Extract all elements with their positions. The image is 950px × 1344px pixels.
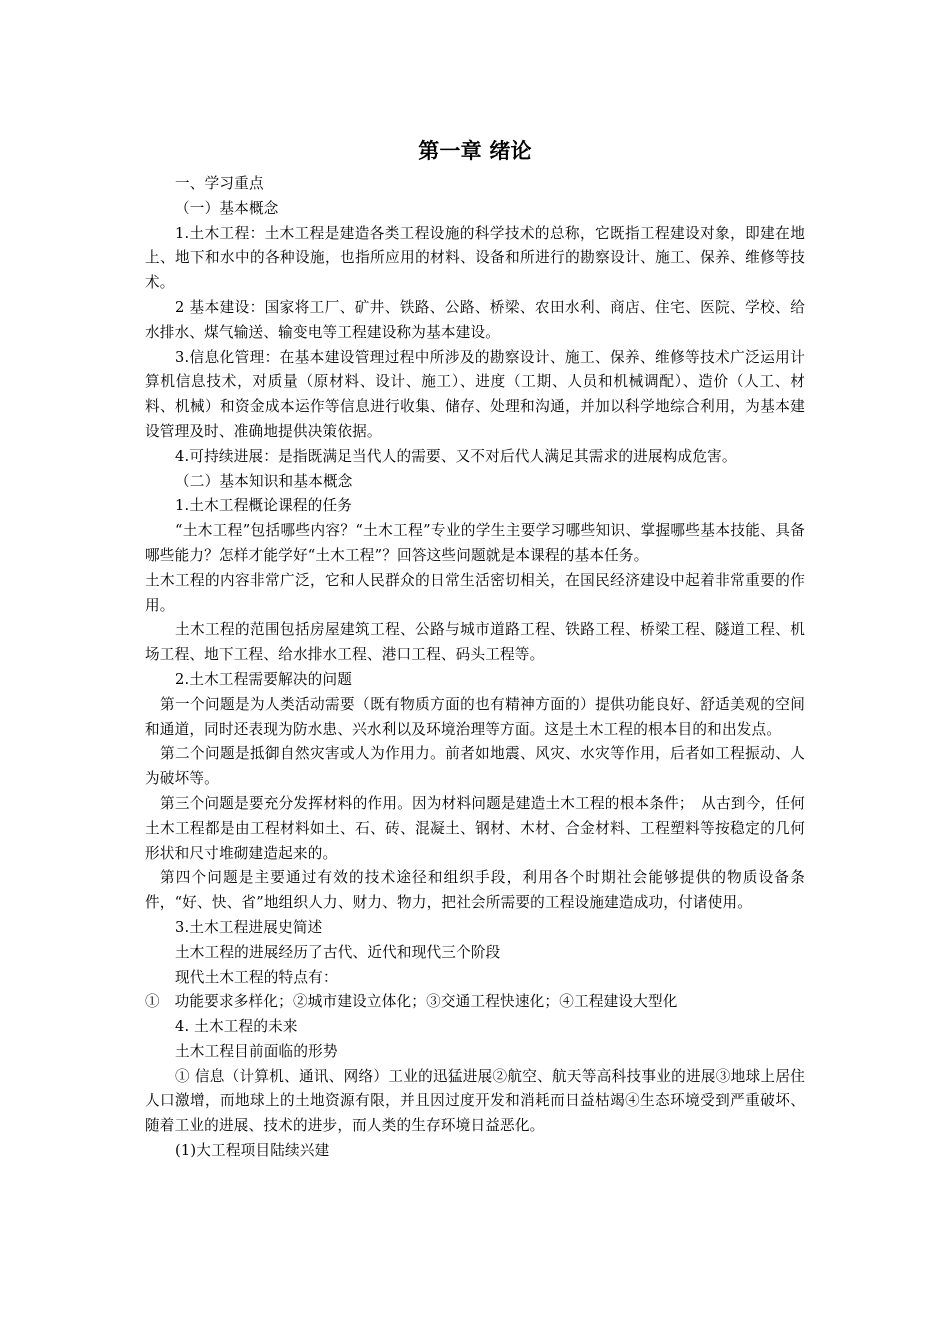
item-heading: 4. 土木工程的未来 bbox=[175, 1018, 298, 1036]
paragraph-engineering-range: 土木工程的范围包括房屋建筑工程、公路与城市道路工程、铁路工程、桥梁工程、隧道工程、机场工程、地下工程、给水排水工程、港口工程、码头工程等。 bbox=[145, 621, 805, 664]
paragraph-civil-engineering-definition: 1.土木工程：土木工程是建造各类工程设施的科学技术的总称，它既指工程建设对象，即建在地上、地下和水中的各种设施，也指所应用的材料、设备和所进行的勘察设计、施工、保养、维修等技术。 bbox=[145, 224, 805, 292]
item-heading: 2.土木工程需要解决的问题 bbox=[175, 670, 353, 688]
subsection-heading: （一）基本概念 bbox=[175, 199, 279, 217]
paragraph-modern-features-intro: 现代土木工程的特点有： bbox=[175, 968, 338, 986]
paragraph-basic-construction: 2 基本建设：国家将工厂、矿井、铁路、公路、桥梁、农田水利、商店、住宅、医院、学校、给水排水、煤气输送、输变电等工程建设称为基本建设。 bbox=[145, 298, 805, 341]
paragraph-situation-heading: 土木工程目前面临的形势 bbox=[175, 1042, 338, 1060]
paragraph-problem-four: 第四个问题是主要通过有效的技术途径和组织手段，利用各个时期社会能够提供的物质设备条件，“好、快、省”地组织人力、财力、物力，把社会所需要的工程设施建造成功，付诸使用。 bbox=[145, 869, 805, 912]
paragraph-large-projects: (1)大工程项目陆续兴建 bbox=[175, 1142, 330, 1160]
item-heading: 3.土木工程进展史简述 bbox=[175, 918, 323, 936]
paragraph-situation-list: ① 信息（计算机、通讯、网络）工业的迅猛进展②航空、航天等高科技事业的进展③地球上居住人口激增，而地球上的土地资源有限，并且因过度开发和消耗而日益枯竭④生态环境受到严重破坏、随着工业的进展、技术的进步，而人类的生存环境日益恶化。 bbox=[145, 1067, 805, 1135]
paragraph-information-management: 3.信息化管理：在基本建设管理过程中所涉及的勘察设计、施工、保养、维修等技术广泛运用计算机信息技术，对质量（原材料、设计、施工）、进度（工期、人员和机械调配）、造价（人工、材料、机械）和资金成本运作等信息进行收集、储存、处理和沟通，并加以科学地综合利用，为基本建设管理及时、准确地提供决策依据。 bbox=[145, 348, 805, 440]
paragraph-history-stages: 土木工程的进展经历了古代、近代和现代三个阶段 bbox=[175, 943, 501, 961]
paragraph-modern-features-list: ① 功能要求多样化；②城市建设立体化；③交通工程快速化；④工程建设大型化 bbox=[145, 993, 678, 1011]
paragraph-sustainable-development: 4.可持续进展：是指既满足当代人的需要、又不对后代人满足其需求的进展构成危害。 bbox=[175, 447, 737, 465]
chapter-title: 第一章 绪论 bbox=[418, 138, 532, 163]
paragraph-problem-two: 第二个问题是抵御自然灾害或人为作用力。前者如地震、风灾、水灾等作用，后者如工程振动、人为破坏等。 bbox=[145, 745, 805, 788]
paragraph-problem-three: 第三个问题是要充分发挥材料的作用。因为材料问题是建造土木工程的根本条件； 从古到今，任何土木工程都是由工程材料如土、石、砖、混凝土、钢材、木材、合金材料、工程塑料等按稳定的几何形状和尺寸堆砌建造起来的。 bbox=[145, 794, 805, 862]
paragraph-content-scope: 土木工程的内容非常广泛，它和人民群众的日常生活密切相关，在国民经济建设中起着非常重要的作用。 bbox=[145, 571, 805, 614]
section-heading: 一、学习重点 bbox=[175, 175, 264, 192]
paragraph-course-tasks: “土木工程”包括哪些内容？“土木工程”专业的学生主要学习哪些知识、掌握哪些基本技能、具备哪些能力？怎样才能学好“土木工程”？回答这些问题就是本课程的基本任务。 bbox=[145, 522, 805, 564]
subsection-heading: （二）基本知识和基本概念 bbox=[175, 472, 353, 490]
document-page bbox=[145, 132, 805, 1164]
item-heading: 1.土木工程概论课程的任务 bbox=[175, 497, 353, 515]
paragraph-problem-one: 第一个问题是为人类活动需要（既有物质方面的也有精神方面的）提供功能良好、舒适美观的空间和通道，同时还表现为防水患、兴水利以及环境治理等方面。这是土木工程的根本目的和出发点。 bbox=[145, 695, 805, 738]
